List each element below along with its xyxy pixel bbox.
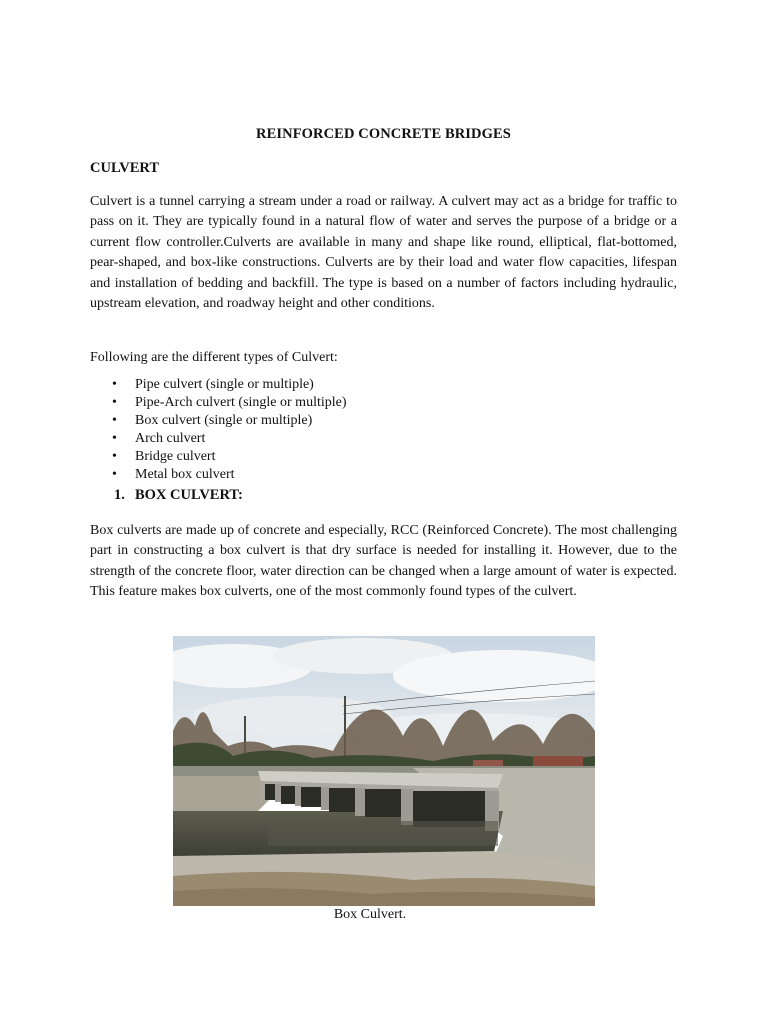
bullet-icon: • xyxy=(112,467,117,482)
list-item: • Metal box culvert xyxy=(112,467,235,482)
list-item: • Bridge culvert xyxy=(112,449,216,464)
list-item: • Box culvert (single or multiple) xyxy=(112,413,313,428)
types-intro: Following are the different types of Culvert: xyxy=(90,350,338,365)
box-culvert-photo xyxy=(173,636,595,906)
culvert-paragraph: Culvert is a tunnel carrying a stream under a road or railway. A culvert may act as a bridge for traffic to pass on it. They are typically found in a natural flow of water and serves the purpose of a bridge or a current flow controller.Culverts are available in many and shape like round, elliptical, flat-bottomed, pear-shaped, and box-like constructions. Culverts are by their load and water flow capacities, lifespan and installation of bedding and backfill. The type is based on a number of factors including hydraulic, upstream elevation, and roadway height and other conditions. xyxy=(90,194,677,312)
bullet-icon: • xyxy=(112,413,117,428)
culvert-types-list xyxy=(90,376,347,484)
heading-number: 1. xyxy=(114,487,125,503)
box-culvert-paragraph: Box culverts are made up of concrete and especially, RCC (Reinforced Concrete). The most challenging part in constructing a box culvert is that dry surface is needed for installing it. However, due to the strength of the concrete floor, water direction can be changed when a large amount of water is expected. This feature makes box culverts, one of the most commonly found types of the culvert. xyxy=(90,523,677,600)
document-title: REINFORCED CONCRETE BRIDGES xyxy=(256,126,511,142)
bullet-icon: • xyxy=(112,395,117,410)
list-item: • Pipe culvert (single or multiple) xyxy=(112,377,314,392)
list-item: • Arch culvert xyxy=(112,431,206,446)
bullet-icon: • xyxy=(112,377,117,392)
figure-caption: Box Culvert. xyxy=(333,907,407,922)
bullet-icon: • xyxy=(112,431,117,446)
bullet-icon: • xyxy=(112,449,117,464)
list-item: • Pipe-Arch culvert (single or multiple) xyxy=(112,395,347,410)
section-heading-culvert: CULVERT xyxy=(90,160,160,176)
heading-text: BOX CULVERT: xyxy=(135,487,243,503)
